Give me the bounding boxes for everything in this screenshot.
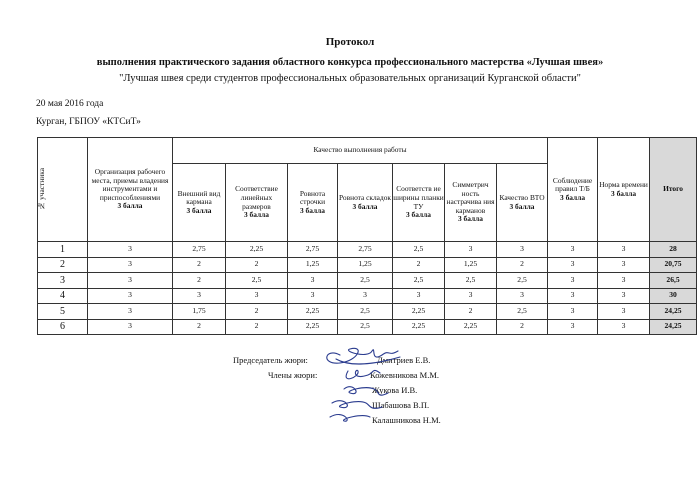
- score-cell: 2: [497, 257, 548, 273]
- member-name: Калашникова Н.М.: [372, 415, 441, 425]
- total-cell: 30: [650, 288, 697, 304]
- score-cell: 3: [288, 273, 338, 289]
- score-cell: 2: [226, 304, 288, 320]
- participant-number: 5: [38, 304, 88, 320]
- score-cell: 2,5: [393, 273, 445, 289]
- score-cell: 3: [497, 242, 548, 258]
- quality-group-header: Качество выполнения работы: [173, 138, 548, 164]
- col-org-header: Организация рабочего места, приемы владения инструментами и приспособлениями 3 балла: [88, 138, 173, 242]
- score-cell: 3: [338, 288, 393, 304]
- chair-name: Дмитриев Е.В.: [377, 355, 431, 365]
- score-cell: 2,5: [497, 304, 548, 320]
- quality-col-header: Внешний вид кармана 3 балла: [173, 164, 226, 242]
- score-cell: 3: [548, 319, 598, 335]
- participant-number: 2: [38, 257, 88, 273]
- score-cell: 2: [173, 319, 226, 335]
- table-row: [38, 288, 697, 304]
- score-cell: 3: [88, 288, 173, 304]
- signature-stroke: [346, 370, 380, 379]
- chair-label: Председатель жюри:: [233, 355, 308, 365]
- score-cell: 3: [598, 257, 650, 273]
- score-cell: 2,25: [445, 319, 497, 335]
- score-cell: 2,25: [288, 319, 338, 335]
- score-cell: 3: [598, 288, 650, 304]
- score-cell: 2: [226, 257, 288, 273]
- score-cell: 3: [548, 257, 598, 273]
- signature-stroke: [327, 348, 398, 363]
- total-cell: 20,75: [650, 257, 697, 273]
- score-cell: 2,5: [497, 273, 548, 289]
- col-time-header: Норма времени 3 балла: [598, 138, 650, 242]
- member-name: Шабашова В.П.: [372, 400, 430, 410]
- score-cell: 3: [598, 319, 650, 335]
- results-table: [37, 137, 697, 335]
- score-cell: 3: [393, 288, 445, 304]
- score-cell: 2,5: [338, 273, 393, 289]
- score-cell: 3: [598, 273, 650, 289]
- score-cell: 1,25: [445, 257, 497, 273]
- score-cell: 3: [226, 288, 288, 304]
- quality-col-header: Симметрич ность настрачива ния карманов 3 балла: [445, 164, 497, 242]
- score-cell: 3: [88, 257, 173, 273]
- member-name: Жукова И.В.: [372, 385, 418, 395]
- table-row: [38, 257, 697, 273]
- quality-col-header: Соответств ие ширины планки ТУ 3 балла: [393, 164, 445, 242]
- score-cell: 2,75: [173, 242, 226, 258]
- quality-col-header: Соответствие линейных размеров 3 балла: [226, 164, 288, 242]
- handwritten-signatures: [310, 337, 420, 427]
- score-cell: 2: [173, 273, 226, 289]
- table-row: [38, 304, 697, 320]
- participant-number: 4: [38, 288, 88, 304]
- document-place: Курган, ГБПОУ «КТСиТ»: [36, 117, 141, 127]
- score-cell: 3: [497, 288, 548, 304]
- col-safety-header: Соблюдение правил Т/Б 3 балла: [548, 138, 598, 242]
- score-cell: 3: [548, 304, 598, 320]
- score-cell: 1,25: [288, 257, 338, 273]
- score-cell: 2,25: [393, 304, 445, 320]
- total-cell: 24,25: [650, 319, 697, 335]
- contest-name: "Лучшая швея среди студентов профессиональных образовательных организаций Курганской области": [119, 73, 581, 84]
- score-cell: 3: [88, 304, 173, 320]
- document-title: Протокол: [325, 36, 375, 48]
- col-total-header: Итого: [650, 138, 697, 242]
- score-cell: 3: [548, 273, 598, 289]
- score-cell: 2,5: [393, 242, 445, 258]
- score-cell: 3: [598, 304, 650, 320]
- col-participant-header: № участника: [38, 138, 88, 242]
- score-cell: 2,25: [226, 242, 288, 258]
- score-cell: 1,75: [173, 304, 226, 320]
- score-cell: 1,25: [338, 257, 393, 273]
- total-cell: 26,5: [650, 273, 697, 289]
- score-cell: 2,5: [338, 319, 393, 335]
- score-cell: 2: [226, 319, 288, 335]
- score-cell: 3: [445, 242, 497, 258]
- participant-number: 6: [38, 319, 88, 335]
- score-cell: 3: [88, 319, 173, 335]
- score-cell: 3: [88, 273, 173, 289]
- total-cell: 28: [650, 242, 697, 258]
- score-cell: 2,25: [393, 319, 445, 335]
- quality-col-header: Ровнота складок 3 балла: [338, 164, 393, 242]
- score-cell: 3: [173, 288, 226, 304]
- score-cell: 3: [548, 242, 598, 258]
- table-row: [38, 242, 697, 258]
- document-date: 20 мая 2016 года: [36, 99, 104, 109]
- score-cell: 3: [88, 242, 173, 258]
- participant-number: 1: [38, 242, 88, 258]
- table-row: [38, 319, 697, 335]
- score-cell: 2: [497, 319, 548, 335]
- score-cell: 2,25: [288, 304, 338, 320]
- score-cell: 2: [445, 304, 497, 320]
- score-cell: 3: [445, 288, 497, 304]
- score-cell: 3: [598, 242, 650, 258]
- score-cell: 2,5: [445, 273, 497, 289]
- signature-stroke: [332, 401, 382, 409]
- score-cell: 3: [548, 288, 598, 304]
- total-cell: 24,25: [650, 304, 697, 320]
- score-cell: 2: [393, 257, 445, 273]
- signature-stroke: [344, 387, 388, 395]
- members-label: Члены жюри:: [268, 370, 318, 380]
- score-cell: 3: [288, 288, 338, 304]
- quality-col-header: Качество ВТО 3 балла: [497, 164, 548, 242]
- score-cell: 2: [173, 257, 226, 273]
- score-cell: 2,5: [226, 273, 288, 289]
- table-row: [38, 273, 697, 289]
- signature-stroke: [336, 357, 400, 364]
- score-cell: 2,5: [338, 304, 393, 320]
- signature-stroke: [330, 415, 370, 422]
- member-name: Кожевникова М.М.: [370, 370, 440, 380]
- score-cell: 2,75: [288, 242, 338, 258]
- score-cell: 2,75: [338, 242, 393, 258]
- participant-number: 3: [38, 273, 88, 289]
- document-subtitle: выполнения практического задания областного конкурса профессионального мастерства «Лучшая швея»: [96, 57, 604, 68]
- quality-col-header: Ровнота строчки 3 балла: [288, 164, 338, 242]
